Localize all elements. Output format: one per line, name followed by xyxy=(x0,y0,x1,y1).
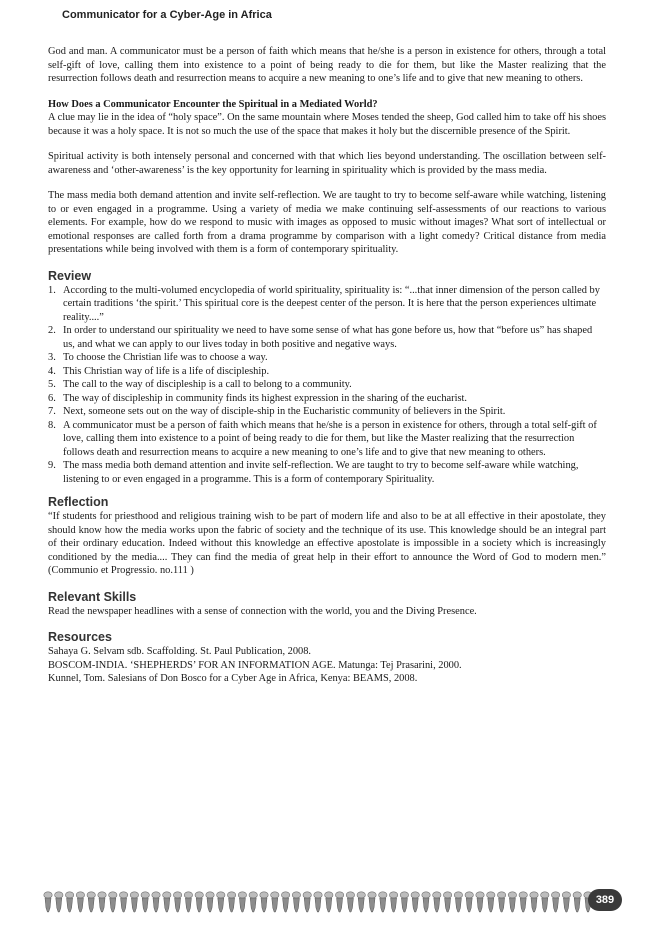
footer-figure-icon xyxy=(303,892,311,912)
skills-paragraph: Read the newspaper headlines with a sense of connection with the world, you and the Diving Presence. xyxy=(48,605,477,617)
page-number: 389 xyxy=(588,889,622,911)
footer-figure-icon xyxy=(335,892,343,912)
footer-figure-icon xyxy=(314,892,322,912)
footer-figure-icon xyxy=(422,892,430,912)
footer-figure-icon xyxy=(238,892,246,912)
footer-figure-icon xyxy=(551,892,559,912)
footer-figure-icon xyxy=(195,892,203,912)
footer-figure-icon xyxy=(368,892,376,912)
review-item-number: 4. xyxy=(48,365,56,377)
footer-figure-icon xyxy=(465,892,473,912)
footer-figure-icon xyxy=(433,892,441,912)
question-heading: How Does a Communicator Encounter the Spiritual in a Mediated World? xyxy=(48,98,378,110)
review-item-text: To choose the Christian life was to choose a way. xyxy=(63,352,268,363)
resource-item: BOSCOM-INDIA. ‘SHEPHERDS’ FOR AN INFORMATION AGE. Matunga: Tej Prasarini, 2000. xyxy=(48,659,462,671)
review-item-number: 2. xyxy=(48,325,56,336)
footer-figure-icon xyxy=(141,892,149,912)
footer-figure-icon xyxy=(357,892,365,912)
footer-figure-icon xyxy=(389,892,397,912)
review-item-text: According to the multi-volumed encyclopedia of world spirituality, spirituality is: “...that inner dimension of the person called by certain traditions ‘the spirit.’ This spiritual core is the deepest center of the person. It is here that the person experiences ultimate reality....” xyxy=(63,284,600,323)
review-item-number: 9. xyxy=(48,460,56,471)
footer-figure-icon xyxy=(400,892,408,912)
footer-figure-icon xyxy=(260,892,268,912)
footer-figure-icon xyxy=(55,892,63,912)
review-item-text: This Christian way of life is a life of discipleship. xyxy=(63,365,270,377)
footer-figure-icon xyxy=(379,892,387,912)
footer-figure-icon xyxy=(109,892,117,912)
review-heading: Review xyxy=(48,268,92,283)
footer-figure-icon xyxy=(443,892,451,912)
review-item-text: Next, someone sets out on the way of disciple-ship in the Eucharistic community of believers in the Spirit. xyxy=(63,406,506,417)
footer-figure-icon xyxy=(206,892,214,912)
review-item-text: The call to the way of discipleship is a call to belong to a community. xyxy=(63,379,352,390)
review-item xyxy=(48,459,606,486)
footer-figure-icon xyxy=(271,892,279,912)
skills-heading: Relevant Skills xyxy=(48,589,137,604)
resources-heading: Resources xyxy=(48,630,112,644)
footer-figure-icon xyxy=(508,892,516,912)
review-item xyxy=(48,324,606,351)
review-item xyxy=(48,378,606,392)
question-paragraph-2: Spiritual activity is both intensely personal and concerned with that which lies beyond understanding. The oscillation between self-awareness and ‘other-awareness’ is the key opportunity for learning in spirituality which is provided by the mass media. xyxy=(48,151,606,176)
resource-item: Kunnel, Tom. Salesians of Don Bosco for a Cyber Age in Africa, Kenya: BEAMS, 2008. xyxy=(48,673,418,684)
footer-figure-icon xyxy=(87,892,95,912)
footer-figure-icon xyxy=(119,892,127,912)
question-paragraph-3: The mass media both demand attention and invite self-reflection. We are taught to try to become self-aware while watching, listening to or even engaged in a programme. Using a variety of media we make continuing self-assessments of our reactions to various elements. For example, how do we respond to music with images as opposed to music without images? What sort of intellectual or emotional responses are called forth from a drama programme by comparison with a light comedy? Critical distance from media presentations while being involved with them is a form of contemporary spirituality. xyxy=(48,190,606,255)
page-body xyxy=(48,45,606,686)
question-paragraph-1: A clue may lie in the idea of “holy space”. On the same mountain where Moses tended the sheep, God called him to take off his shoes because it was a holy space. It is not so much the use of the space that makes it holy but the discernible presence of the Spirit. xyxy=(48,112,606,137)
footer-decoration xyxy=(40,889,592,913)
footer-figure-icon xyxy=(530,892,538,912)
review-item-number: 5. xyxy=(48,379,56,390)
review-item xyxy=(48,284,606,325)
footer-figure-icon xyxy=(76,892,84,912)
footer-figure-icon xyxy=(519,892,527,912)
review-item-text: The mass media both demand attention and invite self-reflection. We are taught to try to become self-aware while watching, listening to or even engaged in a programme. This is a form of contemporary Spirituality. xyxy=(63,460,579,485)
review-item xyxy=(48,405,606,419)
running-head: Communicator for a Cyber-Age in Africa xyxy=(62,9,272,21)
review-item-number: 8. xyxy=(48,419,56,431)
reflection-paragraph: “If students for priesthood and religious training wish to be part of modern life and also to be at all effective in their apostolate, they should know how the media works upon the fabric of society and the technique of its use. This knowledge should be an integral part of their ordinary education. Indeed without this knowledge an effective apostolate is impossible in a society which is increasingly conditioned by the media.... They can find the media of great help in their effort to announce the Word of God to modern men.” (Communio et Progressio. no.111 ) xyxy=(48,511,606,576)
review-item-number: 1. xyxy=(48,284,56,296)
intro-paragraph: God and man. A communicator must be a person of faith which means that he/she is a person in existence for others, through a total self-gift of love, calling them into existence to a point of being ready to die for them, but like the Master realizing that the resurrection follows death and resurrection means to acquire a new meaning to one’s life and to give that new meaning to others. xyxy=(48,46,606,84)
footer-figure-icon xyxy=(44,892,52,912)
review-item-number: 7. xyxy=(48,406,56,417)
footer-figure-icon xyxy=(411,892,419,912)
review-item xyxy=(48,351,606,365)
footer-figure-icon xyxy=(573,892,581,912)
review-item-text: A communicator must be a person of faith which means that he/she is a person in existence for others, through a total self-gift of love, calling them into existence to a point of being ready to die for them, but like the Master realizing that the resurrection follows death and resurrection means to acquire a new meaning to one’s life and to give that new meaning to others. xyxy=(63,419,597,458)
footer-figure-icon xyxy=(217,892,225,912)
footer-figure-icon xyxy=(173,892,181,912)
footer-figure-icon xyxy=(454,892,462,912)
footer-figure-icon xyxy=(184,892,192,912)
review-item-number: 6. xyxy=(48,392,56,404)
review-item-text: In order to understand our spirituality we need to have some sense of what has gone before us, how that “before us” has shaped us, and what we can apply to our lives today in both positive and negative ways. xyxy=(63,325,593,350)
review-item xyxy=(48,392,606,406)
footer-figure-icon xyxy=(249,892,257,912)
footer-figure-icon xyxy=(163,892,171,912)
footer-figure-icon xyxy=(562,892,570,912)
footer-figure-icon xyxy=(476,892,484,912)
footer-figure-icon xyxy=(497,892,505,912)
footer-figure-icon xyxy=(292,892,300,912)
review-list xyxy=(48,284,606,487)
footer-figure-icon xyxy=(227,892,235,912)
footer-figure-icon xyxy=(346,892,354,912)
footer-figure-icon xyxy=(325,892,333,912)
reflection-heading: Reflection xyxy=(48,495,109,509)
resource-item: Sahaya G. Selvam sdb. Scaffolding. St. Paul Publication, 2008. xyxy=(48,646,312,657)
review-item-number: 3. xyxy=(48,352,56,363)
footer-figure-icon xyxy=(541,892,549,912)
review-item xyxy=(48,365,606,379)
footer-figure-icon xyxy=(98,892,106,912)
review-item-text: The way of discipleship in community finds its highest expression in the sharing of the eucharist. xyxy=(63,392,468,404)
footer-figure-icon xyxy=(65,892,73,912)
footer-figure-icon xyxy=(487,892,495,912)
footer-figure-icon xyxy=(281,892,289,912)
footer-figure-icon xyxy=(130,892,138,912)
footer-figure-icon xyxy=(152,892,160,912)
review-item xyxy=(48,419,606,460)
